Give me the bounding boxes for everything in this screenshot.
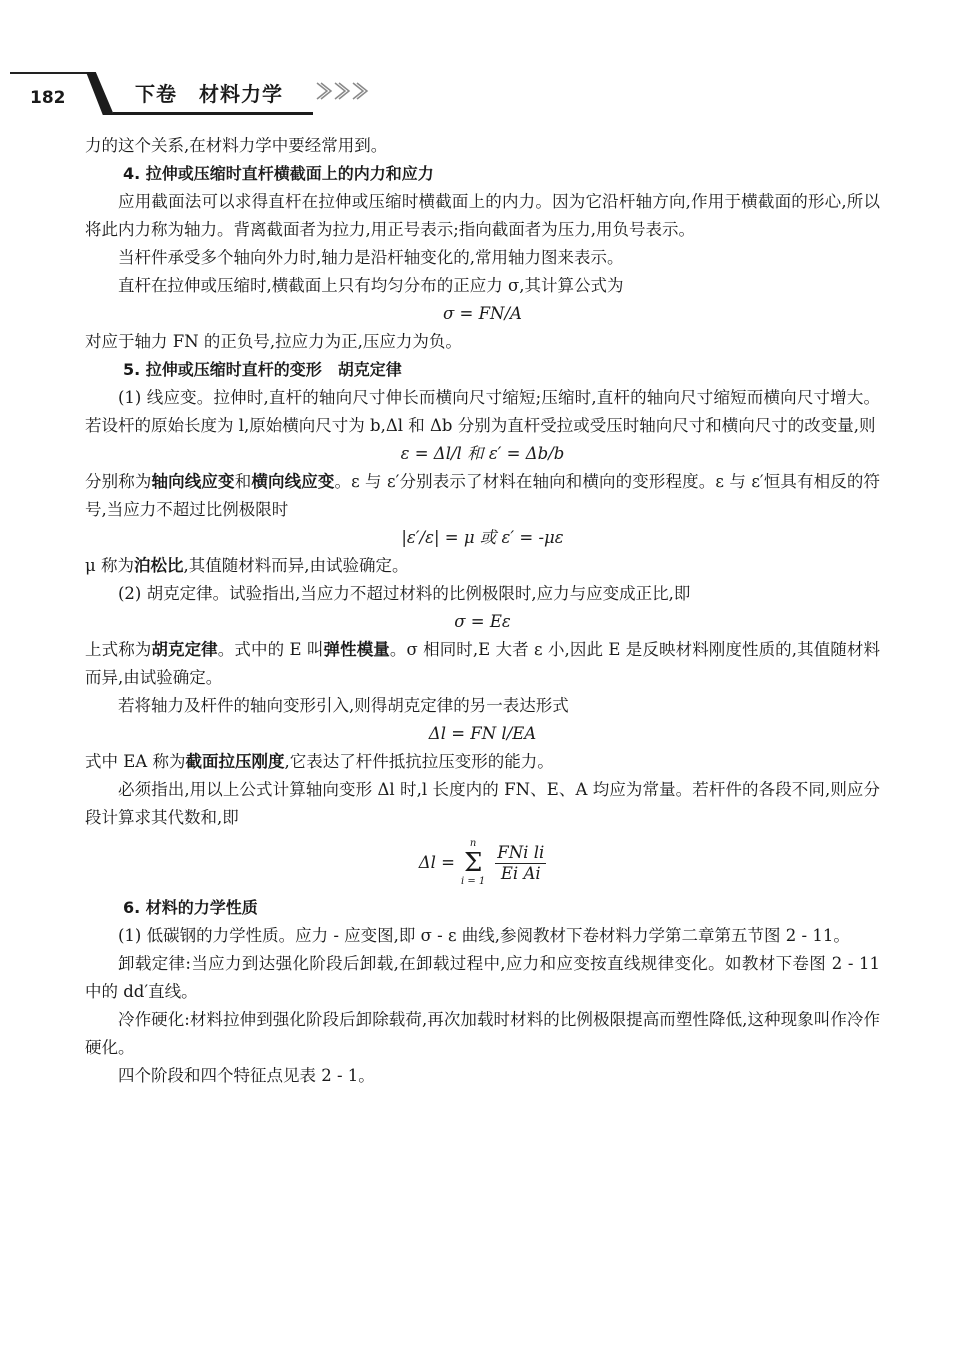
paragraph [85, 468, 880, 524]
text: 和 [234, 472, 252, 491]
term-axial-rigidity: 截面拉压刚度 [185, 752, 285, 771]
section-heading-4: 4. 拉伸或压缩时直杆横截面上的内力和应力 [123, 164, 434, 183]
text: 分别称为 [85, 472, 152, 491]
page-number: 182 [30, 88, 66, 108]
paragraph: 力的这个关系,在材料力学中要经常用到。 [85, 136, 388, 155]
paragraph: (1) 低碳钢的力学性质。应力 - 应变图,即 σ - ε 曲线,参阅教材下卷材料力学第二章第五节图 2 - 11。 [118, 926, 850, 945]
header-slant-tab [86, 72, 114, 115]
formula-sum-deformation [85, 832, 880, 894]
numerator: FNi li [497, 842, 545, 862]
paragraph: 若将轴力及杆件的轴向变形引入,则得胡克定律的另一表达形式 [118, 696, 569, 715]
term-poisson-ratio: 泊松比 [133, 556, 184, 575]
paragraph [85, 552, 880, 580]
sigma-symbol: Σ [463, 848, 483, 878]
header-title [135, 78, 305, 107]
summation [461, 838, 485, 888]
section-heading-5: 5. 拉伸或压缩时直杆的变形 胡克定律 [123, 360, 402, 379]
header-volume: 下卷 [135, 82, 177, 106]
formula-lhs: Δl = [418, 853, 455, 872]
paragraph: 直杆在拉伸或压缩时,横截面上只有均匀分布的正应力 σ,其计算公式为 [118, 276, 624, 295]
paragraph: (2) 胡克定律。试验指出,当应力不超过材料的比例极限时,应力与应变成正比,即 [118, 584, 691, 603]
text: 。ε 与 ε′分别表示了材料在轴向和横向的变形程度。ε 与 ε′恒具有相反的符号,当应力不超过比例极限时 [85, 472, 881, 519]
paragraph: 当杆件承受多个轴向外力时,轴力是沿杆轴变化的,常用轴力图来表示。 [118, 248, 624, 267]
paragraph: 四个阶段和四个特征点见表 2 - 1。 [118, 1066, 375, 1085]
sum-upper: n [469, 838, 477, 849]
term-axial-strain: 轴向线应变 [151, 472, 235, 491]
denominator: Ei Ai [500, 863, 541, 883]
formula-strain: ε = Δl/l 和 ε′ = Δb/b [400, 444, 565, 463]
text: 式中 EA 称为 [85, 752, 186, 771]
term-hookes-law: 胡克定律 [151, 640, 218, 659]
formula-hooke: σ = Eε [454, 612, 511, 631]
chevrons-icon [315, 80, 375, 102]
section-heading-6: 6. 材料的力学性质 [123, 898, 258, 917]
paragraph: 卸载定律:当应力到达强化阶段后卸载,在卸载过程中,应力和应变按直线规律变化。如教材下卷图 2 - 11 中的 dd′直线。 [85, 954, 880, 1001]
text: 。式中的 E 叫 [217, 640, 324, 659]
text: ,其值随材料而异,由试验确定。 [183, 556, 409, 575]
text: 。σ 相同时,E 大者 ε 小,因此 E 是反映材料刚度性质的,其值随材料而异,由试验确定。 [85, 640, 880, 687]
text: ,它表达了杆件抵抗拉压变形的能力。 [284, 752, 554, 771]
text: 上式称为 [85, 640, 152, 659]
paragraph [85, 636, 880, 692]
sum-lower: i = 1 [461, 876, 486, 887]
paragraph: 对应于轴力 FN 的正负号,拉应力为正,压应力为负。 [85, 332, 462, 351]
fraction [495, 843, 546, 884]
formula-poisson: |ε′/ε| = μ 或 ε′ = -με [401, 528, 564, 547]
paragraph [85, 748, 880, 776]
paragraph: 应用截面法可以求得直杆在拉伸或压缩时横截面上的内力。因为它沿杆轴方向,作用于横截面的形心,所以将此内力称为轴力。背离截面者为拉力,用正号表示;指向截面者为压力,用负号表示。 [85, 192, 880, 239]
paragraph: 必须指出,用以上公式计算轴向变形 Δl 时,l 长度内的 FN、E、A 均应为常量。若杆件的各段不同,则应分段计算求其代数和,即 [85, 780, 880, 827]
term-lateral-strain: 横向线应变 [251, 472, 335, 491]
formula-deformation: Δl = FN l/EA [428, 724, 537, 743]
term-elastic-modulus: 弹性模量 [323, 640, 390, 659]
paragraph: 冷作硬化:材料拉伸到强化阶段后卸除载荷,再次加载时材料的比例极限提高而塑性降低,这种现象叫作冷作硬化。 [85, 1010, 880, 1057]
page-header [0, 0, 965, 130]
formula-normal-stress: σ = FN/A [443, 304, 522, 323]
page-body [85, 132, 880, 1090]
header-subject: 材料力学 [199, 82, 283, 106]
paragraph: (1) 线应变。拉伸时,直杆的轴向尺寸伸长而横向尺寸缩短;压缩时,直杆的轴向尺寸缩短而横向尺寸增大。若设杆的原始长度为 l,原始横向尺寸为 b,Δl 和 Δb 分别为直杆受拉或受压时轴向尺寸和横向尺寸的改变量,则 [85, 388, 880, 435]
text: μ 称为 [85, 556, 134, 575]
header-rule [10, 72, 95, 74]
